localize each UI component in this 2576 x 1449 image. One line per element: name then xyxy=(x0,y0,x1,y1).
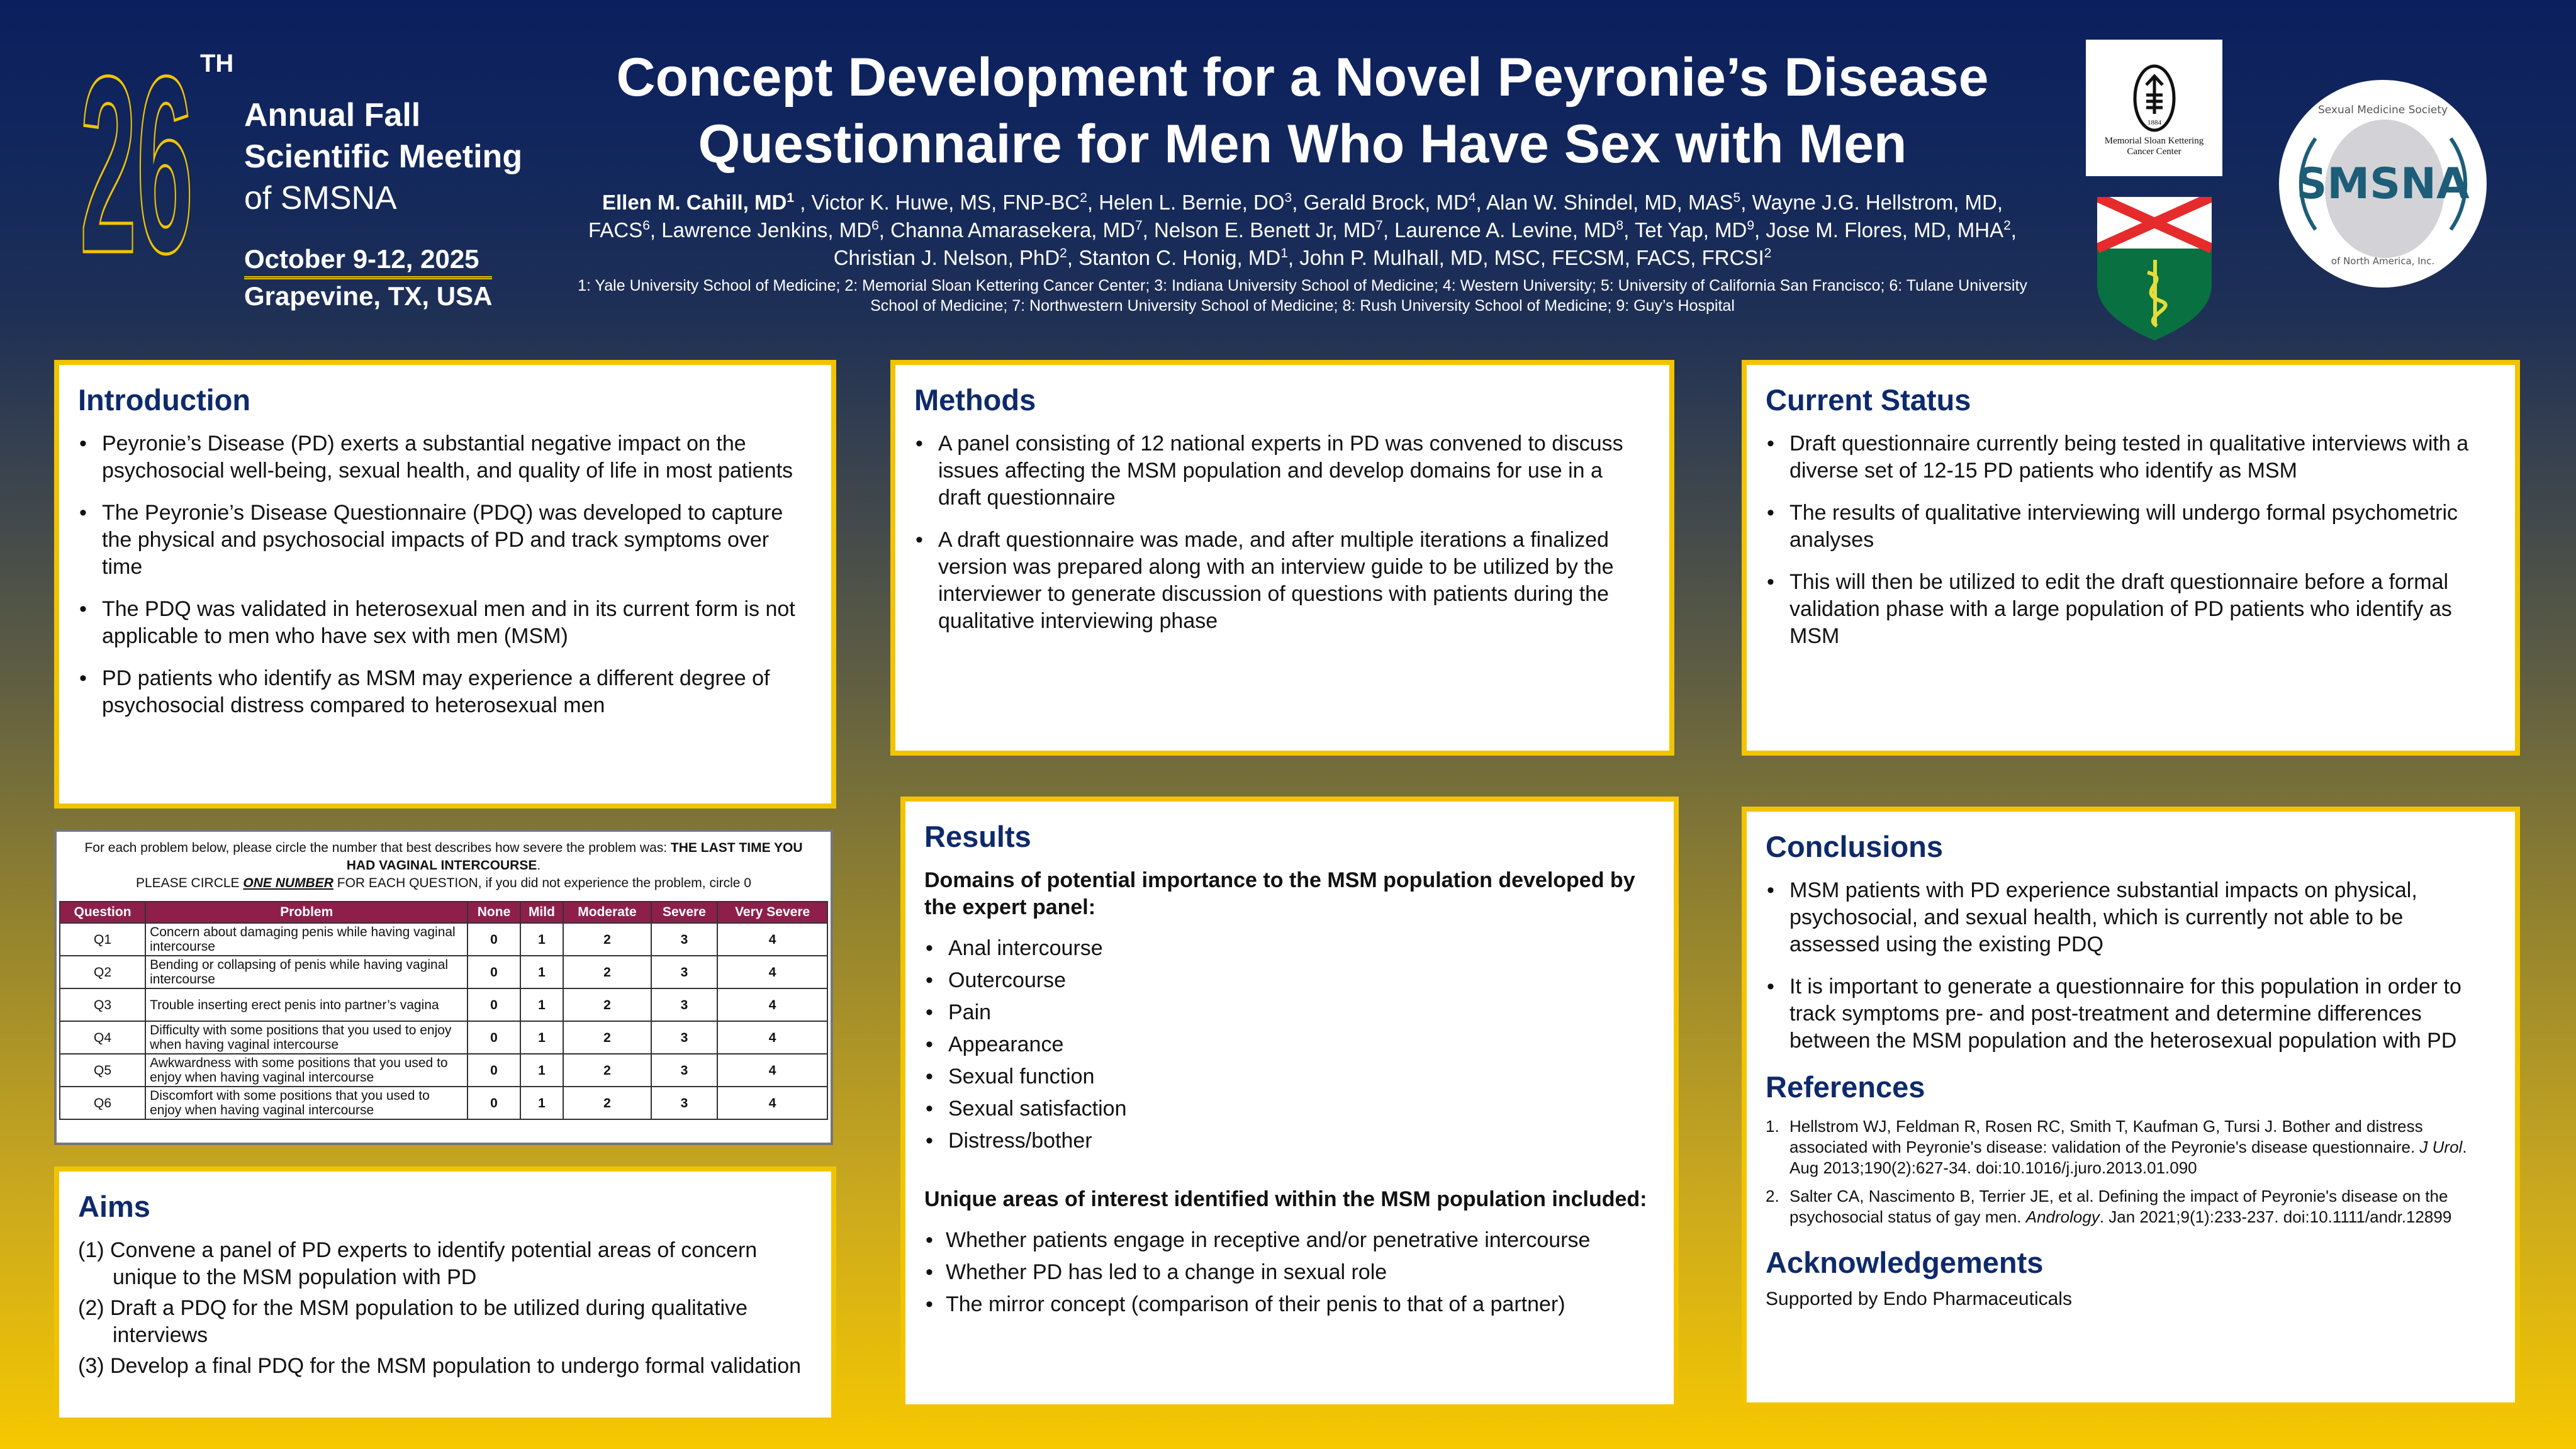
score-option[interactable]: 0 xyxy=(468,1054,520,1087)
column-header: Moderate xyxy=(563,902,651,923)
meeting-26th-logo xyxy=(79,38,195,302)
meeting-line: Annual Fall xyxy=(244,97,421,133)
meeting-line: Scientific Meeting xyxy=(244,138,523,175)
reference-item: 2. Salter CA, Nascimento B, Terrier JE, et al. Defining the impact of Peyronie's disease on the psychosocial status of gay men. Andrology. Jan 2021;9(1):233-237. doi:10.1111/andr.12899 xyxy=(1766,1187,2452,1226)
problem-cell: Trouble inserting erect penis into partner’s vagina xyxy=(145,988,468,1021)
score-option[interactable]: 1 xyxy=(520,988,564,1021)
score-option[interactable]: 4 xyxy=(717,1021,827,1054)
score-option[interactable]: 3 xyxy=(651,956,718,988)
author: Gerald Brock, $MD^4$ xyxy=(1303,191,1476,214)
score-option[interactable]: 1 xyxy=(520,956,564,988)
score-option[interactable]: 4 xyxy=(717,988,827,1021)
score-option[interactable]: 4 xyxy=(717,923,827,956)
methods-heading: Methods xyxy=(914,383,1036,417)
affiliations: 1: Yale University School of Medicine; 2: Memorial Sloan Kettering Cancer Center; 3: Indiana University School of Medicine; 4: Western University; 5: University of California San Francisco; 6: Tulane University School of Medicine; 7: Northwestern University School of Medicine; 8: Rush University School of Medicine; 9: Guy’s Hospital xyxy=(578,277,2027,315)
score-option[interactable]: 0 xyxy=(468,956,520,988)
list-item: • Anal intercourse xyxy=(924,935,1655,962)
score-option[interactable]: 3 xyxy=(651,988,718,1021)
references-list xyxy=(1766,1116,2496,1228)
results-heading: Results xyxy=(924,820,1031,853)
list-item: • MSM patients with PD experience substantial impacts on physical, psychosocial, and sexual health, which is currently not able to be assessed using the existing PDQ xyxy=(1766,877,2496,958)
author: Channa Amarasekera, $MD^7$ xyxy=(890,218,1143,242)
score-option[interactable]: 2 xyxy=(563,923,651,956)
score-option[interactable]: 2 xyxy=(563,1021,651,1054)
problem-cell: Bending or collapsing of penis while having vaginal intercourse xyxy=(145,956,468,988)
score-option[interactable]: 4 xyxy=(717,1087,827,1119)
list-item: (1) Convene a panel of PD experts to identify potential areas of concern unique to the MSM population with PD xyxy=(78,1238,758,1289)
table-row xyxy=(60,1087,827,1119)
reference-item: 1. Hellstrom WJ, Feldman R, Rosen RC, Smith T, Kaufman G, Tursi J. Bother and distress associated with Peyronie's disease: validation of the Peyronie's disease questionnaire. J Urol. Aug 2013;190(2):627-34. doi:10.1016/j.juro.2013.01.090 xyxy=(1766,1117,2467,1177)
question-id: Q3 xyxy=(60,988,145,1021)
meeting-line: of SMSNA xyxy=(244,180,397,216)
author: Jose M. Flores, MD, MHA$^2$ xyxy=(1766,218,2011,242)
smsna-logo xyxy=(2278,79,2489,289)
score-option[interactable]: 2 xyxy=(563,1087,651,1119)
author: Alan W. Shindel, MD, MAS$^5$ xyxy=(1486,191,1741,214)
question-id: Q4 xyxy=(60,1021,145,1054)
results-subheading: Unique areas of interest identified within the MSM population included: xyxy=(924,1187,1647,1211)
references-heading: References xyxy=(1766,1070,1925,1104)
aims-heading: Aims xyxy=(78,1190,150,1223)
table-row xyxy=(60,1021,827,1054)
lead-author: Ellen M. Cahill, $MD^1$ xyxy=(602,191,795,214)
author: Laurence A. Levine, $MD^8$ xyxy=(1394,218,1624,242)
list-item: • PD patients who identify as MSM may experience a different degree of psychosocial distress compared to heterosexual men xyxy=(78,665,812,719)
list-item: • Appearance xyxy=(924,1031,1655,1058)
list-item: • The PDQ was validated in heterosexual men and in its current form is not applicable to men who have sex with men (MSM) xyxy=(78,596,812,650)
list-item: • Sexual function xyxy=(924,1063,1655,1090)
list-item: (2) Draft a PDQ for the MSM population to be utilized during qualitative interviews xyxy=(78,1296,748,1347)
column-header: Mild xyxy=(520,902,564,923)
score-option[interactable]: 3 xyxy=(651,1054,718,1087)
list-item: • This will then be utilized to edit the draft questionnaire before a formal validation phase with a large population of PD patients who identify as MSM xyxy=(1766,569,2496,650)
list-item: • Distress/bother xyxy=(924,1127,1655,1155)
questionnaire-table xyxy=(59,901,828,1120)
problem-cell: Concern about damaging penis while having vaginal intercourse xyxy=(145,923,468,956)
svg-text:Sexual Medicine Society: Sexual Medicine Society xyxy=(2317,104,2448,116)
results-panel xyxy=(900,797,1679,1409)
column-header: Severe xyxy=(651,902,718,923)
score-option[interactable]: 0 xyxy=(468,1021,520,1054)
list-item: • A panel consisting of 12 national experts in PD was convened to discuss issues affecting the MSM population and develop domains for use in a draft questionnaire xyxy=(914,430,1650,512)
poster-header xyxy=(566,44,2039,316)
table-row xyxy=(60,956,827,988)
question-id: Q1 xyxy=(60,923,145,956)
column-header: Very Severe xyxy=(717,902,827,923)
author-list: Ellen M. Cahill, $MD^1$ , Victor K. Huwe, MS, FNP-$BC^2$, Helen L. Bernie, $DO^3$, Gerald Brock, $MD^4$, Alan W. Shindel, MD, MAS$^5$, Wayne J.G. Hellstrom, MD, FACS$^6$, Lawrence Jenkins, $MD^6$, Channa Amarasekera, $MD^7$, Nelson E. Benett Jr, $MD^7$, Laurence A. Levine, $MD^8$, Tet Yap, $MD^9$, Jose M. Flores, MD, MHA$^2$, Christian J. Nelson, PhD$^2$, Stanton C. Honig, $MD^1$, John P. Mulhall, MD, MSC, FECSM, FACS, FRCSI$^2$ xyxy=(588,191,2017,269)
score-option[interactable]: 1 xyxy=(520,1087,564,1119)
score-option[interactable]: 1 xyxy=(520,1054,564,1087)
score-option[interactable]: 3 xyxy=(651,1087,718,1119)
list-item: • Outercourse xyxy=(924,967,1655,994)
questionnaire-table-panel xyxy=(54,829,833,1145)
poster-title xyxy=(617,44,1989,177)
mskcc-name: Memorial Sloan Kettering xyxy=(2104,136,2204,146)
current-status-heading: Current Status xyxy=(1766,383,1971,417)
meeting-suffix: TH xyxy=(200,50,234,77)
conclusions-panel xyxy=(1742,807,2520,1407)
list-item: • It is important to generate a questionnaire for this population in order to track symptoms pre- and post-treatment and determine differences between the MSM population and the heterosexual population with PD xyxy=(1766,973,2496,1055)
mskcc-emblem-icon xyxy=(2132,64,2176,133)
author: Wayne J.G. Hellstrom, MD, FACS$^6$ xyxy=(588,191,2003,242)
score-option[interactable]: 2 xyxy=(563,956,651,988)
methods-panel xyxy=(890,360,1674,756)
author: Victor K. Huwe, MS, FNP-$BC^2$ xyxy=(811,191,1087,214)
list-item: • A draft questionnaire was made, and after multiple iterations a finalized version was prepared along with an interview guide to be utilized by the interviewer to generate discussion of questions with patients during the qualitative interviewing phase xyxy=(914,527,1650,635)
question-id: Q5 xyxy=(60,1054,145,1087)
list-item: • The results of qualitative interviewing will undergo formal psychometric analyses xyxy=(1766,500,2496,554)
svg-text:SMSNA: SMSNA xyxy=(2296,159,2470,209)
problem-cell: Awkwardness with some positions that you used to enjoy when having vaginal intercourse xyxy=(145,1054,468,1087)
list-item: • Peyronie’s Disease (PD) exerts a substantial negative impact on the psychosocial well-being, sexual health, and quality of life in most patients xyxy=(78,430,812,484)
list-item: • Sexual satisfaction xyxy=(924,1095,1655,1122)
date-text: October 9-12, 2025 xyxy=(244,242,492,279)
meeting-date xyxy=(244,242,492,313)
svg-text:1884: 1884 xyxy=(2147,119,2161,126)
mskcc-logo xyxy=(2086,40,2222,176)
svg-text:26: 26 xyxy=(80,38,193,302)
acknowledgements-text: Supported by Endo Pharmaceuticals xyxy=(1766,1289,2072,1309)
problem-cell: Difficulty with some positions that you used to enjoy when having vaginal intercourse xyxy=(145,1021,468,1054)
score-option[interactable]: 0 xyxy=(468,923,520,956)
column-header: Question xyxy=(60,902,145,923)
list-item: (3) Develop a final PDQ for the MSM population to undergo formal validation xyxy=(78,1354,802,1378)
score-option[interactable]: 3 xyxy=(651,1021,718,1054)
list-item: • The Peyronie’s Disease Questionnaire (PDQ) was developed to capture the physical and psychosocial impacts of PD and track symptoms over time xyxy=(78,500,812,581)
list-item: • The mirror concept (comparison of their penis to that of a partner) xyxy=(924,1291,1655,1318)
svg-text:of North America, Inc.: of North America, Inc. xyxy=(2331,255,2435,267)
table-row xyxy=(60,923,827,956)
list-item: • Whether patients engage in receptive and/or penetrative intercourse xyxy=(924,1227,1655,1254)
title-line: Concept Development for a Novel Peyronie’s Disease xyxy=(616,47,1989,108)
score-option[interactable]: 0 xyxy=(468,1087,520,1119)
current-status-list xyxy=(1766,430,2496,650)
column-header: Problem xyxy=(145,902,468,923)
author: Helen L. Bernie, $DO^3$ xyxy=(1099,191,1292,214)
list-item: • Draft questionnaire currently being tested in qualitative interviews with a diverse set of 12-15 PD patients who identify as MSM xyxy=(1766,430,2496,484)
meeting-name xyxy=(244,94,522,219)
score-option[interactable]: 0 xyxy=(468,988,520,1021)
mskcc-name: Cancer Center xyxy=(2127,147,2181,157)
author: John P. Mulhall, MD, MSC, FECSM, FACS, FRCSI$^2$ xyxy=(1299,246,1772,269)
title-line: Questionnaire for Men Who Have Sex with Men xyxy=(698,114,1907,174)
aims-panel xyxy=(54,1166,836,1423)
author: Nelson E. Benett Jr, $MD^7$ xyxy=(1154,218,1383,242)
table-row xyxy=(60,988,827,1021)
author: Stanton C. Honig, $MD^1$ xyxy=(1078,246,1288,269)
acknowledgements-heading: Acknowledgements xyxy=(1766,1246,2044,1279)
current-status-panel xyxy=(1742,360,2520,756)
author: Tet Yap, $MD^9$ xyxy=(1634,218,1755,242)
domains-list xyxy=(924,935,1655,1155)
questionnaire-instructions: For each problem below, please circle the number that best describes how severe the problem was: THE LAST TIME YOU HAD VAGINAL INTERCOURSE. PLEASE CIRCLE ONE NUMBER FOR EACH QUESTION, if you did not experience the problem, circle 0 xyxy=(84,841,803,890)
results-subheading: Domains of potential importance to the MSM population developed by the expert panel: xyxy=(924,868,1635,919)
question-id: Q6 xyxy=(60,1087,145,1119)
list-item: • Whether PD has led to a change in sexual role xyxy=(924,1259,1655,1286)
author: Christian J. Nelson, PhD$^2$ xyxy=(833,246,1067,269)
score-option[interactable]: 2 xyxy=(563,988,651,1021)
list-item: • Pain xyxy=(924,999,1655,1026)
column-header: None xyxy=(468,902,520,923)
place-text: Grapevine, TX, USA xyxy=(244,281,493,311)
introduction-panel xyxy=(54,360,836,808)
areas-list xyxy=(924,1227,1655,1318)
score-option[interactable]: 4 xyxy=(717,956,827,988)
introduction-list xyxy=(78,430,812,719)
methods-list xyxy=(914,430,1650,635)
score-option[interactable]: 1 xyxy=(520,923,564,956)
yale-medicine-shield-logo xyxy=(2097,197,2212,340)
score-option[interactable]: 3 xyxy=(651,923,718,956)
table-row xyxy=(60,1054,827,1087)
problem-cell: Discomfort with some positions that you used to enjoy when having vaginal intercourse xyxy=(145,1087,468,1119)
introduction-heading: Introduction xyxy=(78,383,251,417)
conclusions-heading: Conclusions xyxy=(1766,830,1944,863)
author: Lawrence Jenkins, $MD^6$ xyxy=(661,218,879,242)
conclusions-list xyxy=(1766,877,2496,1055)
score-option[interactable]: 1 xyxy=(520,1021,564,1054)
score-option[interactable]: 2 xyxy=(563,1054,651,1087)
aims-list xyxy=(78,1237,812,1380)
score-option[interactable]: 4 xyxy=(717,1054,827,1087)
question-id: Q2 xyxy=(60,956,145,988)
